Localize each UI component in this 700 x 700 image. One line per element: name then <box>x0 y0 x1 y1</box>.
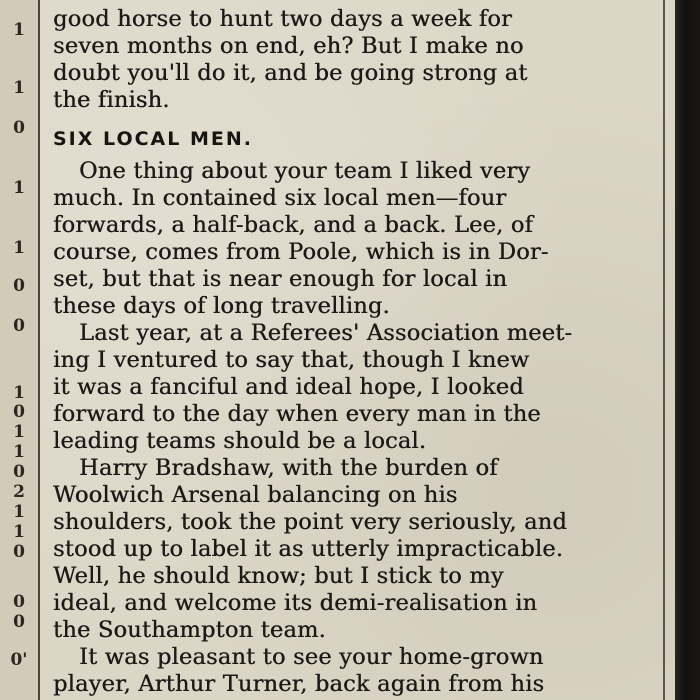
gutter-digit: 1 <box>13 238 25 258</box>
gutter-digit: 0 <box>13 542 25 562</box>
gutter-digit: 1 <box>13 383 25 403</box>
gutter-digit: 1 <box>13 522 25 542</box>
page-edge-shadow <box>675 0 700 700</box>
gutter-digit: 2 <box>13 482 25 502</box>
gutter-digit: 0 <box>13 316 25 336</box>
article-column <box>53 0 655 698</box>
text-line: it was a fanciful and ideal hope, I looked <box>53 374 524 400</box>
text-line: One thing about your team I liked very <box>79 158 531 184</box>
gutter-digit: 1 <box>13 442 25 462</box>
gutter-digit: 0 <box>13 612 25 632</box>
gutter-digit: 1 <box>13 502 25 522</box>
text-line: Woolwich Arsenal balancing on his <box>53 482 458 508</box>
gutter-digit: 0 <box>13 462 25 482</box>
text-line: leading teams should be a local. <box>53 428 427 454</box>
gutter-digit: 1 <box>13 20 25 40</box>
gutter-digit: 1 <box>13 78 25 98</box>
text-line: player, Arthur Turner, back again from his <box>53 671 545 697</box>
text-line: stood up to label it as utterly impracticable. <box>53 536 564 562</box>
text-line: the Southampton team. <box>53 617 326 643</box>
text-line: Last year, at a Referees' Association meet- <box>79 320 573 346</box>
text-line: It was pleasant to see your home-grown <box>79 644 544 670</box>
text-line: the finish. <box>53 87 170 113</box>
text-line: doubt you'll do it, and be going strong at <box>53 60 528 86</box>
text-line: Well, he should know; but I stick to my <box>53 563 504 589</box>
text-line: good horse to hunt two days a week for <box>53 6 512 32</box>
text-line: these days of long travelling. <box>53 293 390 319</box>
gutter-digit: 0' <box>10 650 28 670</box>
gutter-digit: 1 <box>13 422 25 442</box>
gutter-digit: 0 <box>13 402 25 422</box>
text-line: Harry Bradshaw, with the burden of <box>79 455 498 481</box>
text-line: ideal, and welcome its demi-realisation in <box>53 590 538 616</box>
left-margin-gutter <box>0 0 38 700</box>
column-rule-left <box>38 0 40 700</box>
text-line: ing I ventured to say that, though I knew <box>53 347 530 373</box>
section-heading: SIX LOCAL MEN. <box>53 128 253 150</box>
column-rule-right <box>663 0 665 700</box>
gutter-digit: 0 <box>13 592 25 612</box>
text-line: set, but that is near enough for local in <box>53 266 508 292</box>
text-line: course, comes from Poole, which is in Dor- <box>53 239 549 265</box>
text-line: much. In contained six local men—four <box>53 185 507 211</box>
text-line: seven months on end, eh? But I make no <box>53 33 524 59</box>
gutter-digit: 0 <box>13 118 25 138</box>
gutter-digit: 0 <box>13 276 25 296</box>
gutter-digit: 1 <box>13 178 25 198</box>
text-line: shoulders, took the point very seriously, and <box>53 509 567 535</box>
text-line: forward to the day when every man in the <box>53 401 541 427</box>
text-line: forwards, a half-back, and a back. Lee, of <box>53 212 533 238</box>
